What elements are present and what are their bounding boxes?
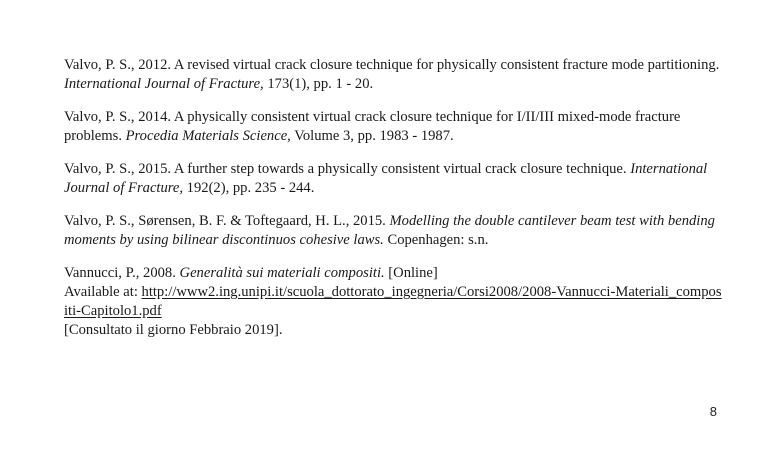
reference-url-link[interactable]: http://www2.ing.unipi.it/scuola_dottorato_ingegneria/Corsi2008/2008-Vannucci-Materiali_compositi-Capitolo1.pdf [64,284,722,319]
reference-text: Valvo, P. S., 2015. A further step towards a physically consistent virtual crack closure technique. [64,161,631,177]
reference-list [64,56,724,340]
reference-text: Valvo, P. S., Sørensen, B. F. & Toftegaard, H. L., 2015. [64,213,390,229]
reference-item [64,108,724,146]
reference-item [64,56,724,94]
available-at-label: Available at: [64,284,142,300]
reference-details: 192(2), pp. 235 - 244. [183,180,315,196]
reference-text: Valvo, P. S., 2012. A revised virtual crack closure technique for physically consistent fracture mode partitioning. [64,57,720,73]
reference-title: Generalità sui materiali compositi. [179,265,385,281]
online-label: [Online] [384,265,438,281]
web-reference-citation [64,264,724,283]
reference-text: Valvo, P. S., 2014. A physically consistent virtual crack closure technique for I/II/III mixed-mode fracture problems. [64,109,681,144]
reference-item [64,212,724,250]
reference-item [64,160,724,198]
web-reference-availability [64,283,724,321]
reference-details: Copenhagen: s.n. [383,232,489,248]
accessed-date: [Consultato il giorno Febbraio 2019]. [64,322,283,338]
reference-journal: International Journal of Fracture, [64,76,264,92]
reference-journal: International Journal of Fracture, [64,161,708,196]
page-number: 8 [709,404,717,419]
web-reference-item [64,264,724,340]
reference-details: 173(1), pp. 1 - 20. [263,76,374,92]
reference-journal: Procedia Materials Science, [125,128,291,144]
reference-title: Modelling the double cantilever beam test with bending moments by using bilinear discontinuos cohesive laws. [64,213,715,248]
reference-text: Vannucci, P., 2008. [64,265,180,281]
reference-details: Volume 3, pp. 1983 - 1987. [290,128,454,144]
